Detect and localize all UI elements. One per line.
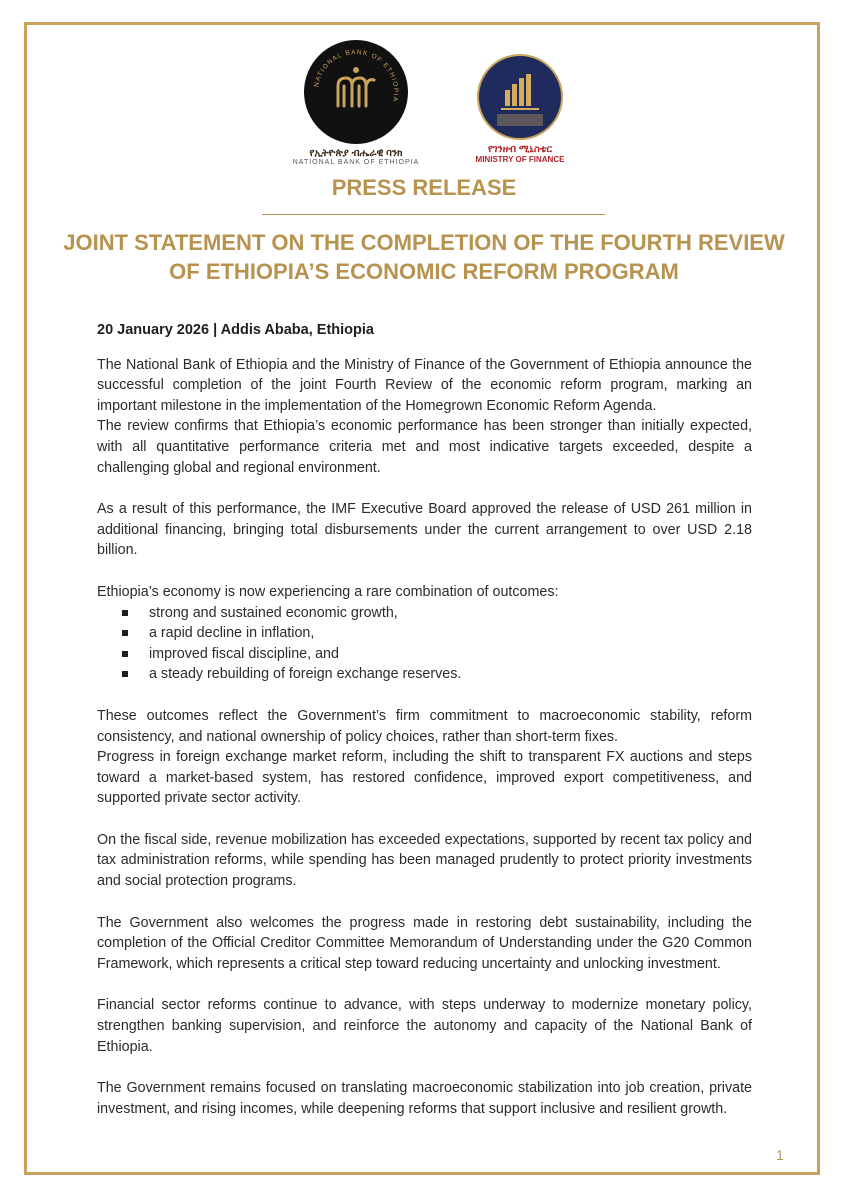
paragraph-10: The Government remains focused on translating macroeconomic stabilization into job creation, private investment, and rising incomes, while deepening reforms that support inclusive and resilient growth. — [97, 1080, 752, 1117]
list-item: a steady rebuilding of foreign exchange reserves. — [97, 664, 752, 685]
title-divider — [262, 214, 605, 215]
paragraph-5: These outcomes reflect the Government’s firm commitment to macroeconomic stability, reform consistency, and national ownership of policy choices, rather than short-term fixes. — [97, 707, 752, 745]
nbe-amharic-name: የኢትዮጵያ ብሔራዊ ባንክ — [309, 148, 403, 159]
nbe-ring-text: NATIONAL BANK OF ETHIOPIA — [313, 48, 400, 103]
logo-header — [0, 40, 848, 170]
nbe-emblem-icon — [304, 40, 408, 144]
paragraph-7: On the fiscal side, revenue mobilization has exceeded expectations, supported by recent tax policy and tax administration reforms, while spending has been managed prudently to protect priority investments and social protection programs. — [97, 831, 752, 890]
paragraph-4: Ethiopia’s economy is now experiencing a rare combination of outcomes: — [97, 583, 559, 600]
outcomes-list — [97, 603, 752, 685]
svg-text:NATIONAL BANK OF ETHIOPIA — [313, 49, 399, 103]
headline: JOINT STATEMENT ON THE COMPLETION OF THE FOURTH REVIEW OF ETHIOPIA’S ECONOMIC REFORM PROGRAM — [63, 230, 785, 284]
list-item: a rapid decline in inflation, — [97, 623, 752, 644]
page-number: 1 — [776, 1147, 784, 1163]
mof-logo — [460, 40, 580, 164]
nbe-emblem — [304, 40, 408, 144]
list-item: strong and sustained economic growth, — [97, 603, 752, 624]
nbe-english-name: NATIONAL BANK OF ETHIOPIA — [292, 159, 420, 166]
paragraph-8: The Government also welcomes the progress made in restoring debt sustainability, including the completion of the Official Creditor Committee Memorandum of Understanding under the G20 Common Framework, which represents a critical step toward reducing uncertainty and unlocking investment. — [97, 914, 752, 972]
mof-amharic-name: የገንዘብ ሚኒስቴር — [488, 144, 552, 155]
press-release-title: PRESS RELEASE — [331, 175, 517, 200]
paragraph-9: Financial sector reforms continue to advance, with steps underway to modernize monetary policy, strengthen banking supervision, and reinforce the autonomy and capacity of the National Bank of Ethiopia. — [97, 997, 752, 1055]
mof-building-icon — [479, 56, 561, 138]
mof-english-name: MINISTRY OF FINANCE — [475, 155, 565, 164]
paragraph-6: Progress in foreign exchange market reform, including the shift to transparent FX auctions and steps toward a market-based system, has restored confidence, improved export competitiveness, and supported private sector activity. — [97, 749, 752, 807]
paragraph-1: The National Bank of Ethiopia and the Ministry of Finance of the Government of Ethiopia announce the successful completion of the joint Fourth Review of the economic reform program, marking an important milestone in the implementation of the Homegrown Economic Reform Agenda. — [97, 356, 752, 414]
dateline: 20 January 2026 | Addis Ababa, Ethiopia — [97, 322, 374, 338]
list-item: improved fiscal discipline, and — [97, 644, 752, 665]
body-content — [97, 320, 752, 1119]
mof-emblem — [477, 54, 563, 140]
paragraph-2: The review confirms that Ethiopia’s economic performance has been stronger than initially expected, with all quantitative performance criteria met and most indicative targets exceeded, despite a challenging global and regional environment. — [97, 418, 752, 476]
nbe-logo — [286, 40, 426, 166]
paragraph-3: As a result of this performance, the IMF Executive Board approved the release of USD 261 million in additional financing, bringing total disbursements under the current arrangement to over USD 2.18 billion. — [97, 501, 752, 559]
